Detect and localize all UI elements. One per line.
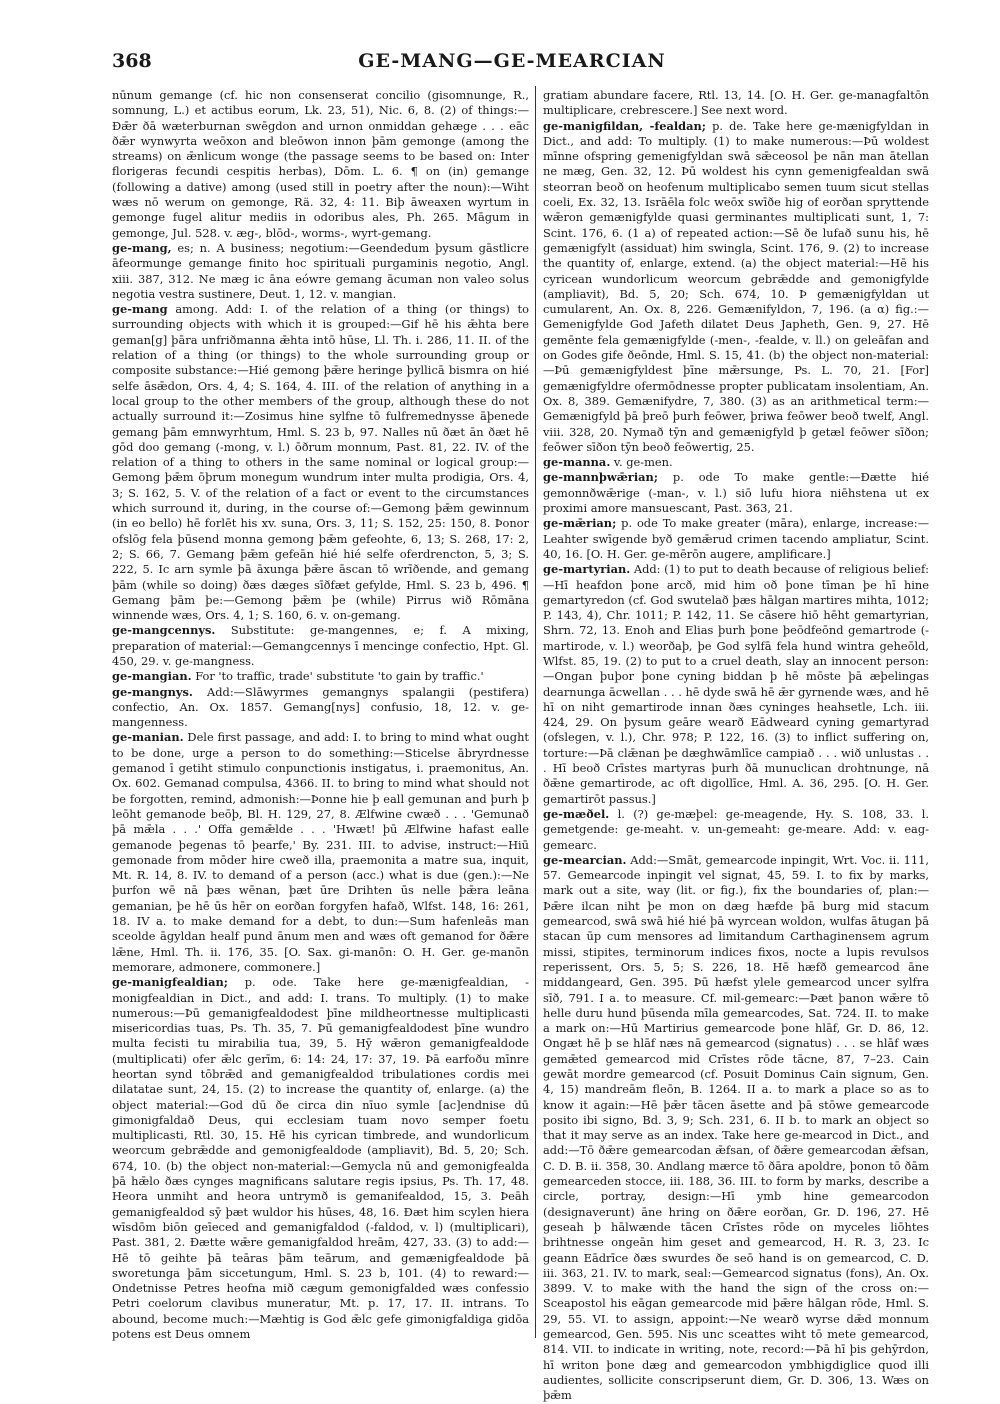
dictionary-entry: ge-manna. v. ge-men. [543, 455, 673, 470]
dictionary-entry: ge-mannþwǣrian; p. ode To make gentle:—Ðætte hié gemonnðwǣrige (-man-, v. l.) siō lufu hiora niēhstena ut ex proximi amore mansuescant, Past. 363, 21. [543, 470, 929, 516]
dictionary-entry: ge-mang among. Add: I. of the relation of a thing (or things) to surrounding objects with which it is grouped:—Gif hē his ǣhta bere geman[g] þāra unfriðmanna ǣhta intō hūse, Ll. Th. i. 286, 11. II. of the relation of a thing (or things) to the whole surrounding group or composite substance:—Hié gemong þǣre heringe þyllicā bismra on hié selfe āsǣdon, Ors. 4, 4; S. 164, 4. III. of the relation of anything in a local group to the other members of the group, although these do not actually surround it:—Zosimus hine sylfne tō fulfremednysse āþenede gemang þām emnwyrhtum, Hml. S. 23 b, 97. Nalles nū ðæt ān ðæt hē gōd doo gemang (-mong, v. l.) ōðrum monnum, Past. 81, 22. IV. of the relation of a thing to others in the same nominal or logical group:—Gemong þǣm ōþrum monegum wundrum inter multa prodigia, Ors. 4, 3; S. 162, 5. V. of the relation of a fact or event to the circumstances which surround it, during, in the course of:—Gemong þǣm gewinnum (in eo bello) hē forlēt his xv. suna, Ors. 3, 11; S. 152, 25: 150, 8. Þonor ofslōg fela þūsend monna gemong þǣm gefeohte, 6, 13; S. 268, 17: 2, 2; S. 66, 7. Gemang þǣm gefeān hié hié selfe oferdrencton, 5, 3; S. 222, 5. Ic arn symle þā āxunga þǣre āscan tō wrīðende, and gemang þām (while so doing) ðæs dæges sīðfæt gefylde, Hml. S. 23 b, 496. ¶ Gemang þām þe:—Gemong þǣm þe (while) Pirrus wið Rōmāna winnende wæs, Ors. 4, 1; S. 160, 6. v. on-gemang. [112, 302, 529, 623]
dictionary-entry: ge-mangnys. Add:—Slāwyrmes gemangnys spalangii (pestifera) confectio, An. Ox. 1857. Gemang[nys] confusio, 18, 12. v. ge-mangenness. [112, 684, 529, 730]
dictionary-entry: gratiam abundare facere, Rtl. 13, 14. [O. H. Ger. ge-managfaltōn multiplicare, crebrescere.] See next word. [543, 88, 929, 118]
dictionary-entry: ge-mearcian. Add:—Smāt, gemearcode inpingit, Wrt. Voc. ii. 111, 57. Gemearcode inpingit vel signat, 45, 59. I. to fix by marks, mark out a site, way (lit. or fig.), fix the boundaries of, plan:—Þǣre ilcan niht þe mon on dæg hæfde þā burg mid stacum gemearcod, swā swā hié hié þā wyrcean woldon, wulfas ātugan þā stacan ūp cum mensores ad limitandum Carthaginensem agrum missi, stipites, terminorum indices fixos, nocte a lupis revulsos reperissent, Ors. 5, 5; S. 226, 18. Hē hæfð gemearcod āne middangeard, Gen. 395. Þū hæfst ylele gemearcod uncer sylfra sīð, 791. I a. to measure. Cf. mil-gemearc:—Þæt þanon wǣre tō helle duru hund þūsenda mīla gemearcodes, Sat. 724. II. to make a mark on:—Hū Martirius gemearcode þone hlāf, Gr. D. 86, 12. Ongæt hē þ se hlāf næs nā gemearcod (signatus) . . . se hlāf wæs gemǣted gemearcod mid Crīstes rōde tācne, 87, 7–23. Cain gewāt mordre gemearcod (cf. Posuit Dominus Cain signum, Gen. 4, 15) mandreām fleōn, B. 1264. II a. to mark a place so as to know it again:—Hē þǣr tācen āsette and þā stōwe gemearcode posito ibi signo, Bd. 3, 9; Sch. 231, 6. II b. to mark an object so that it may serve as an index. Take here ge-mearcod in Dict., and add:—Tō ðǣre gemearcodan ǣfsan, of ðǣre gemearcodan ǣfsan, C. D. B. ii. 358, 30. Andlang mærce tō ðāra apoldre, þonon tō ðām gemearceden stocce, iii. 188, 36. III. to form by marks, describe a circle, portray, design:—Hī ymb hine gemearcodon (designaverunt) āne hring on ðǣre eorðan, Gr. D. 196, 27. Hē geseah þ hālwænde tācen Crīstes rōde on myceles liōhtes brihtnesse ongeān him geset and gemearcod, H. R. 3, 23. Ic geann Eādrīce ðæs swurdes ðe seō hand is on gemearcod, C. D. iii. 363, 21. IV. to mark, seal:—Gemearcod signatus (fons), An. Ox. 3899. V. to make with the hand the sign of the cross on:—Sceapostol his eāgan gemearcode mid þǣre hālgan rōde, Hml. S. 29, 55. VI. to assign, appoint:—Ne wearð wyrse dǣd monnum gemearcod, Gen. 595. Nis unc sceattes wiht tō mete gemearcod, 814. VII. to indicate in writing, note, record:—Þā hī þis gehȳrdon, hī writon þone dæg and gemearcodon ymbhigdiglice quod illi audientes, sollicite conscripserunt diem, Gr. D. 306, 13. Wæs on þǣm [543, 852, 929, 1403]
page-header [112, 50, 912, 80]
headword: ge-mang [112, 302, 168, 317]
headword: ge-mangnys. [112, 684, 193, 699]
dictionary-entry: ge-mangcennys. Substitute: ge-mangennes, e; f. A mixing, preparation of material:—Gemangcennys ī mencinge confectio, Hpt. Gl. 450, 29. v. ge-mangness. [112, 623, 529, 668]
headword: ge-mang, [112, 240, 172, 255]
column-divider [535, 86, 536, 1338]
dictionary-entry: ge-mæðel. l. (?) ge-mæþel: ge-meagende, Hy. S. 108, 33. l. gemetgende: ge-meaht. v. un-gemeaht: ge-meare. Add: v. eag-gemearc. [543, 806, 929, 852]
page-title: GE-MANG—GE-MEARCIAN [358, 50, 666, 72]
headword: ge-manian. [112, 730, 184, 745]
dictionary-entry: ge-manigfildan, -fealdan; p. de. Take here ge-mænigfyldan in Dict., and add: To multiply. (1) to make numerous:—Þū woldest mīnne ofspring gemenigfyldan swā sǣceosol þe nān man ātellan ne mæg, Gen. 32, 12. Þū woldest his cynn gemenigfealdan swā steorran beoð on heofenum multiplicabo semen tuum sicut stellas coeli, Ex. 32, 13. Isrāēla folc weōx swīðe hig of eorðan spryttende wǣron gemænigfylde quasi germinantes multiplicati sunt, 1, 7: Scint. 176, 6. (1 a) of repeated action:—Sē ðe lufað sunu his, hē gemænigfylt (assiduat) him swingla, Scint. 176, 9. (2) to increase the quantity of, enlarge, extend. (a) the object material:—Hē his cyricean wundorlicum weorcum gebrǣdde and gemonigfylde (ampliavit), Bd. 5, 20; Sch. 674, 10. Þ gemænigfyldan ut cumularent, An. Ox. 8, 226. Gemænifyldon, 7, 196. (a α) fig.:—Gemenigfylde God Jafeth dilatet Deus Japheth, Gen. 9, 27. Hē gemēnte fela gemænigfylde (-men-, -fealde, v. ll.) on geleāfan and on Godes gife ðeōnde, Hml. S. 15, 41. (b) the object non-material:—Þū gemænigfyldest þīne mǣrsunge, Ps. L. 70, 21. [For] gemænigfyldre ofermōdnesse propter publicatam insolentiam, An. Ox. 8, 389. Gemænifydre, 7, 380. (3) as an arithmetical term:—Gemænigfyld þā þreō þurh feōwer, þriwa feōwer beoð twelf, Angl. viii. 328, 20. Nymað tȳn and gemænigfyld þ getæl feōwer sīðon; feōwer sīðon tȳn beoð feōwertig, 25. [543, 118, 929, 454]
dictionary-entry: ge-manian. Dele first passage, and add: I. to bring to mind what ought to be done, urge a person to do something:—Sticelse ābryrdnesse gemanod ī getiht stimulo conpunctionis instigatus, i. praemonitus, An. Ox. 602. Gemanad compulsa, 4366. II. to bring to mind what should not be forgotten, remind, admonish:—Þonne hie þ eall gemunan and þurh þ leōht gemanode beōþ, Bl. H. 129, 27, 8. Ælfwine cwæð . . . 'Gemunað þā mǣla . . .' Offa gemǣlde . . . 'Hwæt! þū Ælfwine hafast ealle gemanode þegenas tō þearfe,' By. 231. III. to advise, instruct:—Hiū gemonade from mōder hire cweð illa, praemonita a matre sua, inquit, Mt. R. 14, 8. IV. to demand of a person (acc.) what is due (gen.):—Ne þurfon wē nā þæs wēnan, þæt ūre Drihten ūs nelle þǣra leāna gemanian, þe hē ūs hēr on eorðan forgyfen hafað, Wlfst. 148, 16: 261, 18. IV a. to make demand for a debt, to dun:—Sum hafenleās man sceolde āgyldan healf pund ānum men and wæs oft gemanod for ðǣre lǣne, Hml. Th. ii. 176, 35. [O. Sax. gi-manōn: O. H. Ger. ge-manōn memorare, admonere, commonere.] [112, 730, 529, 974]
headword: ge-manigfealdian; [112, 975, 228, 990]
headword: ge-martyrian. [543, 562, 631, 577]
dictionary-entry: ge-mang, es; n. A business; negotium:—Geendedum þysum gāstlicre āfeormunge gemange finito hoc spirituali purgaminis negotio, Angl. xiii. 387, 312. Ne mæg ic āna eówre gemang ācuman non valeo solus negotia vestra sustinere, Deut. 1, 12. v. mangian. [112, 240, 529, 301]
headword: ge-mǣrian; [543, 516, 617, 531]
headword: ge-manna. [543, 455, 611, 470]
headword: ge-mearcian. [543, 852, 627, 867]
headword: ge-mæðel. [543, 806, 610, 821]
dictionary-entry: ge-martyrian. Add: (1) to put to death because of religious belief:—Hī heafdon þone arcð, mid him oð þone tīman þe hī hine gemartyredon (cf. God swutelað þæs hālgan martires mihta, 1012; P. 143, 4), Chr. 1011; P. 142, 11. Se cāsere hiō hēht gemartyrian, Shrn. 72, 13. Enoh and Elias þurh þone þeōdfeōnd gemartrode (-martirode, v. l.) weorðaþ, þe God sylfā fela hund wintra geheōld, Wlfst. 85, 19. (2) to put to a cruel death, slay an innocent person:—Ongan þuþor þone cyning biddan þ hē mōste þā æþelingas dearnunga ācwellan . . . hē dyde swā hē ǣr gyrnende wæs, and hē hī on niht gemartirode innan ðæs cyninges heahsetle, Lch. iii. 424, 29. On þysum geāre wearð Eādweard cyning gemartyrad (ofslegen, v. l.), Chr. 978; P. 122, 16. (3) to inflict suffering on, torture:—Þā clǣnan þe dæghwāmlīce campiað . . . wið unlustas . . . Hī beoð Crīstes martyras þurh ðā munuclican drohtnunge, nā ðǣne gemartirode, ac oft digollīce, Hml. A. 36, 295. [O. H. Ger. gemartirōt passus.] [543, 562, 929, 806]
dictionary-entry: ge-manigfealdian; p. ode. Take here ge-mænigfealdian, -monigfealdian in Dict., and add: I. trans. To multiply. (1) to make numerous:—Þū gemanigfealdodest þīne mildheortnesse multiplicasti misericordias tuas, Ps. Th. 35, 7. Þū gemanigfealdodest þīne wundro multa fecisti tu mirabilia tua, 39, 5. Hȳ wǣron gemanigfealdode (multiplicati) ofer ǣlc gerīm, 6: 14: 24, 17: 37, 19. Þā earfoðu mīnre heortan synd tōbrǣd and gemanigfealdod tribulationes cordis mei dilatatae sunt, 24, 15. (2) to increase the quantity of, enlarge. (a) the object material:—God dū ðe circa din nīuo symle [ac]endnise dū gimonigfaldað Deus, qui ecclesiam tuam novo semper foetu multiplicasti, Rtl. 30, 15. Hē his cyrican timbrede, and wundorlicum weorcum gebrǣdde and gemonigfealdode (ampliavit), Bd. 5, 20; Sch. 674, 10. (b) the object non-material:—Gemycla nū and gemonigfealda þā hǣlo ðæs cynges magnificans salutare regis ipsius, Ps. Th. 17, 48. Heora unmiht and heora untrymð is gemanifealdod, 15, 3. Þeāh gemanigfealdod sȳ þæt wuldor his hūses, 48, 16. Ðæt him scylen hiera wīsdōm biōn geīeced and gemanigfaldod (-faldod, v. l) (multiplicari), Past. 381, 2. Ðætte wǣre gemanigfaldod hreām, 427, 33. (3) to add:—Hē tō geihte þā teāras þām teārum, and gemænigfealdode þā sworetunga þām siccetungum, Hml. S. 23 b, 101. (4) to reward:—Ondetnisse Petres heofna mið cægum gemonigfalded wæs confessio Petri coelorum clavibus muneratur, Mt. p. 17, 17. II. intrans. To abound, become much:—Mæhtig is God ǣlc gefe gimonigfaldiga gidōa potens est Deus omnem [112, 975, 529, 1342]
dictionary-entry: nūnum gemange (cf. hic non consenserat concilio (gisomnunge, R., somnung, L.) et actibus eorum, Lk. 23, 51), Nic. 6, 8. (2) of things:—Ðǣr ðā wæterburnan swēgdon and urnon onmiddan gehæge . . . eāc ðǣr wynwyrta weōxon and bleōwon innon þām gemonge (among the streams) on ǣnlicum wonge (the passage seems to be based on: Inter florigeras fecundi cespitis herbas), Dōm. L. 6. ¶ on (in) gemange (following a dative) among (used still in poetry after the noun):—Wiht wæs nō werum on gemonge, Rä. 32, 4: 11. Biþ āweaxen wyrtum in gemonge fugel alitur mediis in odoribus ales, Ph. 265. Māgum in gemonge, Jul. 528. v. æg-, blōd-, worms-, wyrt-gemang. [112, 88, 529, 240]
headword: ge-manigfildan, -fealdan; [543, 118, 707, 133]
dictionary-entry: ge-mangian. For 'to traffic, trade' substitute 'to gain by traffic.' [112, 669, 484, 684]
right-column [543, 88, 929, 1403]
headword: ge-mangcennys. [112, 623, 216, 638]
headword: ge-mannþwǣrian; [543, 470, 659, 485]
left-column [112, 88, 529, 1340]
page-number: 368 [112, 50, 152, 72]
dictionary-entry: ge-mǣrian; p. ode To make greater (māra), enlarge, increase:—Leahter swīgende byð gemǣrud crimen tacendo ampliatur, Scint. 40, 16. [O. H. Ger. ge-mērōn augere, amplificare.] [543, 516, 929, 561]
headword: ge-mangian. [112, 669, 192, 684]
